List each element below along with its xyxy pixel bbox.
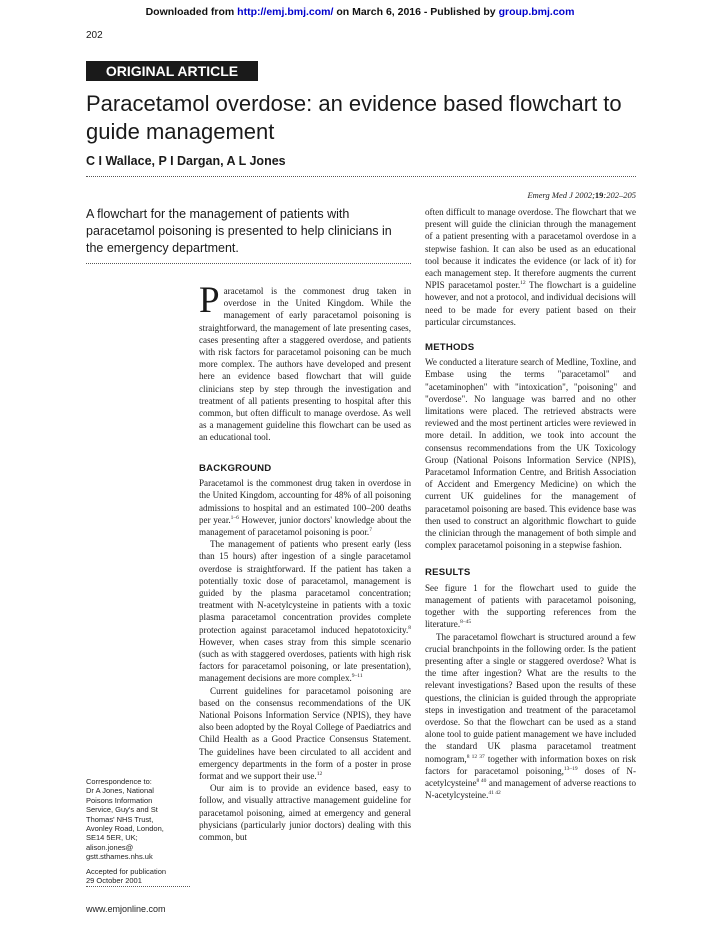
correspondence-label: Correspondence to: (86, 777, 152, 786)
lede: A flowchart for the management of patients with paracetamol poisoning is presented to help clinicians in the emergency department. (86, 207, 392, 255)
background-paragraph-1: Paracetamol is the commonest drug taken in overdose in the United Kingdom, accounting for 48% of all poisoning admissions to hospital and an estimated 100–200 deaths per year.$^{1-6}$ However, junior doctors' knowledge about the management of paracetamol poisoning is poor.$^7$ (199, 478, 411, 538)
sidebar-notes (86, 777, 190, 890)
methods-paragraph: We conducted a literature search of Medline, Toxline, and Embase using the terms "paracetamol" and "acetaminophen" with "intoxication", "poisoning" and "overdose". No language was barred and no other limitations were placed. The retrieved abstracts were reviewed and the most pertinent articles were reviewed in more detail. In addition, we took into account the consensus recommendations from the UK Toxicology Group (National Poisons Information Service (NPIS), Paracetamol Information Centre, and British Association of Accident and Emergency Medicine) on which the current UK guidelines for the management of paracetamol poisoning are based. This evidence base was then used to construct an algorithmic flowchart to guide the clinician through the management of both simple and complex paracetamol poisoning in a stepwise fashion. (425, 357, 636, 551)
reference-marker: 41 42 (488, 790, 501, 797)
reference-marker: 13–19 (563, 765, 578, 772)
reference-marker: 12 (316, 771, 323, 778)
page-number: 202 (86, 30, 103, 41)
reference-marker: 8 12 37 (466, 753, 485, 760)
results-paragraph-2: The paracetamol flowchart is structured around a few crucial branchpoints in the following order. Is the patient presenting after a single or staggered overdose? What is the time after ingestion? What are the results to the relevant investigations? Based upon the results of these questions, the clinician is guided through the appropriate steps in investigation and treatment of the paracetamol overdose. So that the flowchart can be used as a stand alone tool to guide patient management we have included the standard UK plasma paracetamol treatment nomogram,$^{8 12 37}$ together with information boxes on risk factors for paracetamol poisoning,$^{13-19}$ doses of N-acetylcysteine$^{8 40}$ and management of adverse reactions to N-acetylcysteine.$^{41 42}$ (425, 631, 636, 801)
background-paragraph-4: Our aim is to provide an evidence based, easy to follow, and visually attractive management guideline for paracetamol poisoning, aimed at emergency and general physicians (particularly junior doctors) dealing with this common, but (199, 783, 411, 843)
reference-marker: 1–6 (230, 514, 239, 521)
results-heading: RESULTS (425, 567, 471, 579)
intro-continuation: often difficult to manage overdose. The flowchart that we present will guide the clinician through the management of a patient presenting with a paracetamol overdose in a stepwise fashion. It can also be used as an educational tool because it indicates the evidence (or lack of it) for each management step. It therefore augments the current NPIS paracetamol poster.$^{12}$ The flowchart is a guideline however, and not a protocol, and individual decisions will need to be made for every patient based on their particular circumstances. (425, 207, 636, 327)
reference-marker: 7 (369, 526, 372, 533)
banner-prefix: Downloaded from (145, 6, 238, 18)
banner-publisher-link[interactable]: group.bmj.com (498, 6, 575, 18)
intro-paragraph (199, 280, 411, 444)
citation-year: 2002; (575, 190, 595, 200)
reference-marker: 9–11 (351, 673, 363, 680)
methods-heading: METHODS (425, 342, 475, 354)
authors: C I Wallace, P I Dargan, A L Jones (86, 154, 286, 168)
correspondence-email[interactable]: alison.jones@ (86, 842, 134, 852)
sidebar-divider (86, 886, 190, 887)
reference-marker: 12 (520, 280, 526, 287)
article-title: Paracetamol overdose: an evidence based flowchart to guide management (86, 91, 622, 144)
background-section (199, 463, 411, 843)
section-badge: ORIGINAL ARTICLE (86, 61, 258, 81)
footer-url[interactable]: www.emjonline.com (86, 904, 166, 914)
results-paragraph-1: See figure 1 for the flowchart used to guide the management of patients with paracetamol poisoning, together with the supporting references from the literature.$^{8-45}$ (425, 582, 636, 630)
reference-marker: 8 40 (476, 777, 487, 784)
citation-volume: 19 (594, 190, 604, 200)
reference-marker: 8–45 (460, 619, 472, 626)
banner-url-link[interactable]: http://emj.bmj.com/ (237, 6, 334, 18)
background-heading: BACKGROUND (199, 463, 272, 474)
right-column (425, 206, 636, 801)
download-banner (0, 6, 720, 18)
correspondence-email-domain[interactable]: gstt.sthames.nhs.uk (86, 852, 153, 862)
accepted-date: Accepted for publication 29 October 2001 (86, 866, 167, 886)
citation-pages: :202–205 (603, 190, 636, 200)
background-paragraph-2: The management of patients who present early (less than 15 hours) after ingestion of a single paracetamol overdose is straightforward. If the patient has taken a potentially toxic dose of paracetamol, management is guided by the plasma paracetamol concentration; treatment with N-acetylcysteine in patients with a toxic plasma paracetamol concentration provides complete protection against paracetamol induced hepatotoxicity.$^8$ However, when cases stray from this simple scenario (such as with staggered overdoses, patients with high risk factors for paracetamol poisoning, or late presentation), management decisions are more complex.$^{9-11}$ (199, 539, 411, 684)
lede-divider (86, 263, 411, 264)
intro-text: aracetamol is the commonest drug taken in overdose in the United Kingdom. While the management of early paracetamol poisoning is straightforward, the management of late presenting cases, cases presenting after a staggered overdose, and patients with risk factors for paracetamol poisoning can be much more complex. The authors have developed and present here an evidence based flowchart that will guide clinicians step by step through the investigation and treatment of all patients presenting to hospital after this common, but often difficult to manage overdose. As well as a management guideline this flowchart can be used as an educational tool. (199, 286, 411, 443)
banner-middle: on March 6, 2016 - Published by (333, 6, 499, 18)
citation-journal: Emerg Med J (527, 190, 573, 200)
header-divider (86, 176, 636, 177)
citation (527, 190, 636, 200)
correspondence: Correspondence to: Dr A Jones, National Poisons Information Service, Guy's and St Thomas' NHS Trust, Avonley Road, London, SE14 5ER, UK; alison.jones@ gstt.sthames.nhs.uk (86, 777, 164, 862)
reference-marker: 8 (408, 624, 411, 631)
drop-cap: P (199, 280, 220, 321)
background-paragraph-3: Current guidelines for paracetamol poisoning are based on the consensus recommendations of the UK National Poisons Information Service (NPIS), they have also been adopted by the Royal College of Paediatrics and Child Health as a Good Practice Consensus Statement. The guidelines have been circulated to all accident and emergency departments in the form of a poster in prose format and we support their use.$^{12}$ (199, 685, 411, 782)
